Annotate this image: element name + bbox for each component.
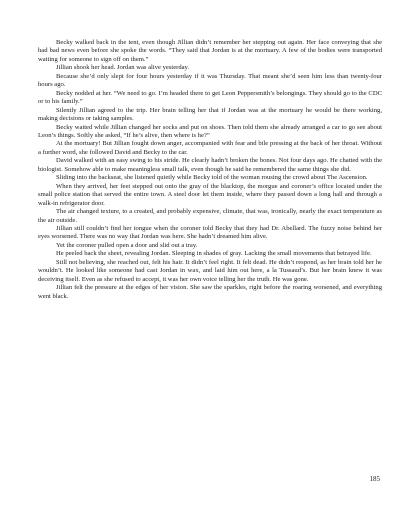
paragraph: He peeled back the sheet, revealing Jordan. Sleeping in shades of gray. Lacking the small movements that betrayed life.: [56, 250, 372, 258]
paragraph: Becky waited while Jillian changed her socks and put on shoes. Then told them she already arranged a car to go see about Leon’s things. Softly she asked, “If he’s alive, then where is he?”: [38, 123, 382, 139]
paragraph: When they arrived, her feet stepped out onto the gray of the blacktop, the morgue and coroner’s office located under the small police station that served the entire town. A steel door let them inside, where they passed down a long hall and through a walk-in refrigerator door.: [38, 182, 382, 207]
paragraph: Sliding into the backseat, she listened quietly while Becky told of the woman rousing the crowd about The Ascension.: [56, 174, 368, 182]
paragraph: Becky nodded at her. “We need to go. I’m headed there to get Leon Peppersmith’s belongings. They should go to the CDC or to his family.”: [38, 89, 382, 106]
paragraph: Jillian still couldn’t find her tongue when the coroner told Becky that they had Dr. Abellard. The fuzzy noise behind her eyes worsened. There was no way that Jordan was here. She hadn’t dreamed him alive.: [38, 224, 382, 241]
paragraph: David walked with an easy swing to his stride. He clearly hadn’t broken the bones. Not four days ago. He chatted with the biologist. Somehow able to make meaningless small talk, even though he said he remembered the same things she did.: [38, 157, 382, 173]
paragraph: Because she’d only slept for four hours yesterday if it was Thursday. That meant she’d seen him less than twenty-four hours ago.: [38, 72, 382, 89]
paragraph: Jillian shook her head. Jordan was alive yesterday.: [56, 64, 190, 72]
paragraph: Becky walked back in the tent, even though Jillian didn’t remember her stepping out again. Her face conveying that she had bad news even before she spoke the words. “They said that Jordan is at the mortuary. A few of the bodies were transported waiting for someone to sign off on them.”: [38, 39, 382, 63]
paragraph: Jillian felt the pressure at the edges of her vision. She saw the sparkles, right before the roaring worsened, and everything went black.: [38, 284, 382, 300]
paragraph: At the mortuary! But Jillian fought down anger, accompanied with fear and bile pressing at the back of her throat. Without a further word, she followed David and Becky to the car.: [38, 140, 382, 156]
paragraph: Yet the coroner pulled open a door and slid out a tray.: [56, 241, 198, 249]
page-body: [38, 39, 382, 301]
page-number: 185: [369, 475, 380, 483]
paragraph: Silently Jillian agreed to the trip. Her brain telling her that if Jordan was at the mortuary he would be there working, making decisions or taking samples.: [38, 106, 382, 123]
paragraph: The air changed texture, to a created, and probably expensive, climate, that was, ironically, nearly the exact temperature as the air outside.: [38, 208, 382, 224]
paragraph: Still not believing, she reached out, felt his hair. It didn’t feel right. It felt dead. He didn’t respond, as her brain told her he wouldn’t. He looked like someone had cast Jordan in wax, and laid him out here, a la Tussaud’s. But her brain knew it was deceiving itself. Even as she refused to accept, it was her own voice telling her the truth. He was gone.: [38, 258, 382, 283]
